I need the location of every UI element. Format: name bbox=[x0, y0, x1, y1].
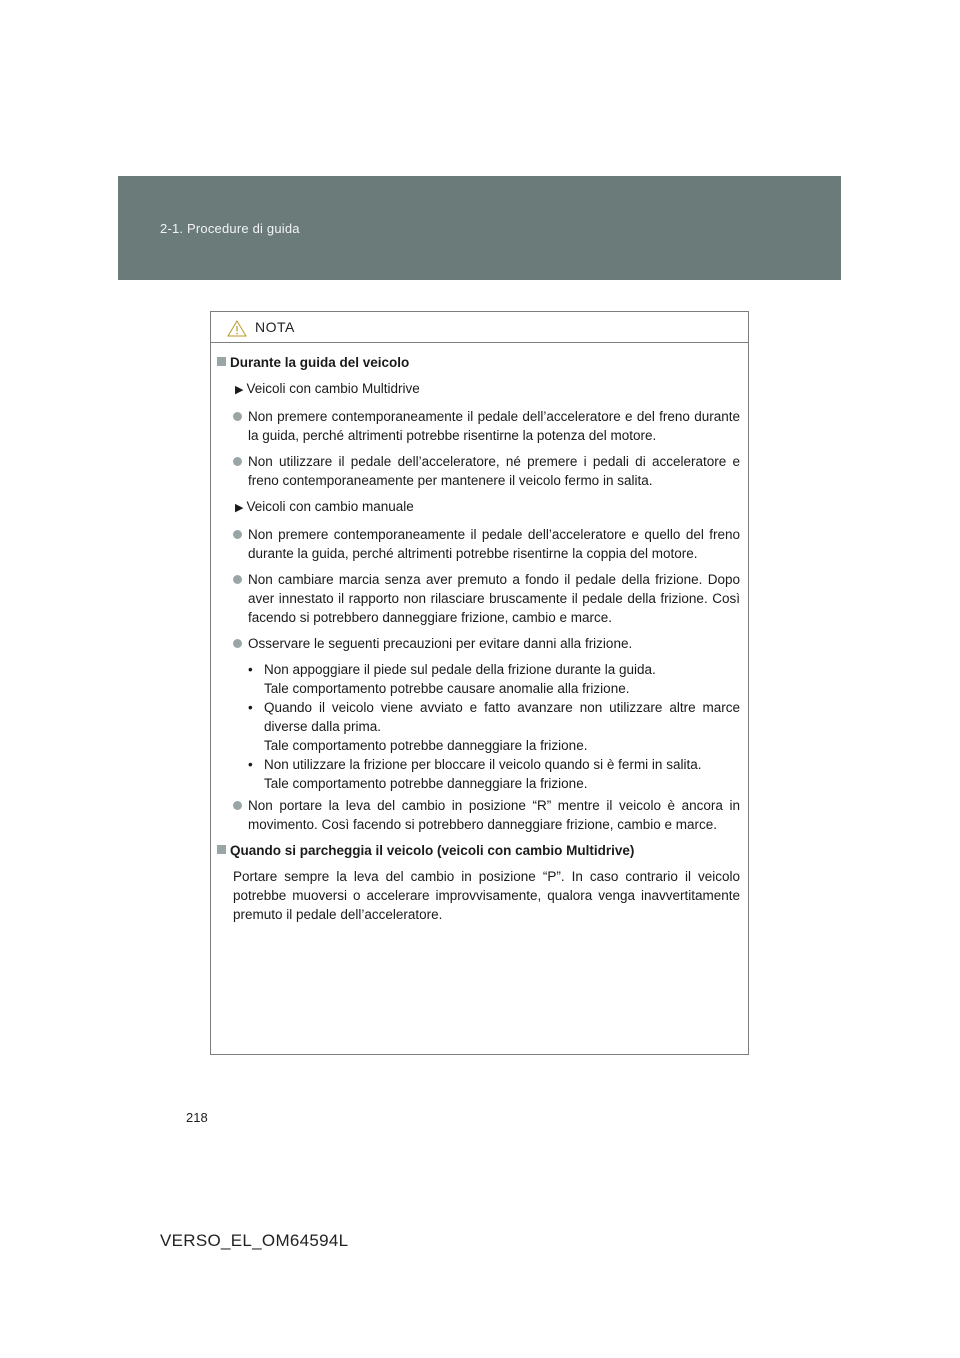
precaution-item: • Quando il veicolo viene avviato e fatto avanzare non utilizzare altre marce diverse dalla prima. Tale comportamento potrebbe danneggiare la frizione. bbox=[248, 700, 740, 753]
precaution-list bbox=[217, 660, 740, 793]
list-item: Non cambiare marcia senza aver premuto a fondo il pedale della frizione. Dopo aver innestato il rapporto non rilasciare bruscamente il pedale della frizione. Così facendo si potrebbero danneggiare frizione, cambio e marce. bbox=[217, 570, 740, 627]
round-bullet-icon bbox=[233, 639, 242, 648]
list-item: Non premere contemporaneamente il pedale dell’acceleratore e quello del freno durante la guida, perché altrimenti potrebbe risentirne la coppia del motore. bbox=[217, 525, 740, 563]
round-bullet-icon bbox=[233, 801, 242, 810]
document-code: VERSO_EL_OM64594L bbox=[160, 1231, 349, 1250]
precaution-item: • Non appoggiare il piede sul pedale della frizione durante la guida. Tale comportamento potrebbe causare anomalie alla frizione. bbox=[248, 662, 656, 696]
round-bullet-icon bbox=[233, 412, 242, 421]
vehicle-type-label: ▶ Veicoli con cambio Multidrive bbox=[217, 379, 740, 400]
warning-triangle-icon bbox=[227, 320, 247, 342]
note-title: NOTA bbox=[255, 319, 295, 335]
list-item: Non portare la leva del cambio in posizione “R” mentre il veicolo è ancora in movimento. Così facendo si potrebbero danneggiare frizione, cambio e marce. bbox=[217, 796, 740, 834]
note-header bbox=[211, 312, 748, 343]
triangle-pointer-icon: ▶ bbox=[235, 502, 244, 514]
page-number: 218 bbox=[186, 1110, 208, 1125]
list-item: Non utilizzare il pedale dell’acceleratore, né premere i pedali di acceleratore e freno contemporaneamente per mantenere il veicolo fermo in salita. bbox=[217, 452, 740, 490]
triangle-pointer-icon: ▶ bbox=[235, 384, 244, 396]
square-bullet-icon bbox=[217, 845, 226, 854]
section-header-band bbox=[118, 176, 841, 280]
list-item: Osservare le seguenti precauzioni per evitare danni alla frizione. bbox=[217, 634, 740, 653]
note-box bbox=[210, 311, 749, 1055]
round-bullet-icon bbox=[233, 575, 242, 584]
vehicle-type-label: ▶ Veicoli con cambio manuale bbox=[217, 497, 740, 518]
section-title: 2-1. Procedure di guida bbox=[160, 221, 300, 236]
paragraph: Portare sempre la leva del cambio in posizione “P”. In caso contrario il veicolo potrebbe muoversi o accelerare improvvisamente, qualora venga inavvertitamente premuto il pedale dell’acceleratore. bbox=[233, 869, 740, 922]
precaution-item: • Non utilizzare la frizione per bloccare il veicolo quando si è fermi in salita. Tale comportamento potrebbe danneggiare la frizione. bbox=[248, 757, 702, 791]
square-bullet-icon bbox=[217, 357, 226, 366]
round-bullet-icon bbox=[233, 457, 242, 466]
section-heading: Durante la guida del veicolo bbox=[217, 353, 740, 372]
list-item: Non premere contemporaneamente il pedale dell’acceleratore e del freno durante la guida, perché altrimenti potrebbe risentirne la potenza del motore. bbox=[217, 407, 740, 445]
section-heading: Quando si parcheggia il veicolo (veicoli con cambio Multidrive) bbox=[217, 841, 740, 860]
note-body bbox=[211, 343, 748, 924]
round-bullet-icon bbox=[233, 530, 242, 539]
